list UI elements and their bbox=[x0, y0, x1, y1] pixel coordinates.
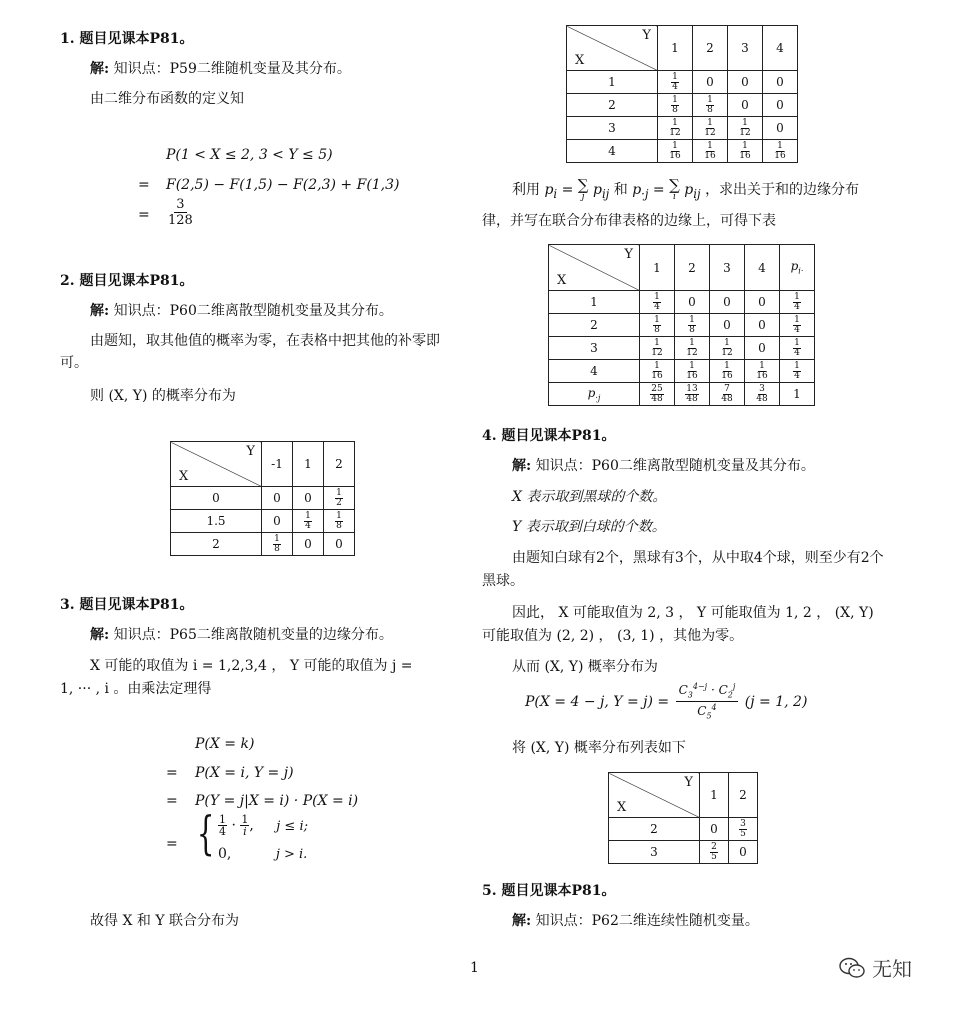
eq-sign: = bbox=[166, 765, 178, 781]
table-row bbox=[549, 337, 815, 360]
row-header: 4 bbox=[567, 140, 658, 163]
table-cell: 0 bbox=[729, 841, 758, 864]
table-cell: 0 bbox=[293, 533, 324, 556]
eq-sign: = bbox=[138, 177, 150, 193]
table-cell: $\frac{1}{4}$ bbox=[640, 291, 675, 314]
table-cell: $\frac{7}{48}$ bbox=[710, 383, 745, 406]
q4-formula: P(X = 4 − j, Y = j) = $\frac{C_3^{4-j} \cdot C_2^j}{C_5^4}$ (j = 1, 2) bbox=[525, 682, 808, 721]
table-cell: $\frac{1}{4}$ bbox=[293, 510, 324, 533]
table-cell: $\frac{1}{16}$ bbox=[745, 360, 780, 383]
table-cell: $\frac{1}{8}$ bbox=[262, 533, 293, 556]
table-cell: 0 bbox=[293, 487, 324, 510]
column-header: 1 bbox=[293, 442, 324, 487]
q5-solution: 解: 知识点：P62二维连续性随机变量。 bbox=[512, 913, 759, 929]
q3-eq1: P(X = k) bbox=[195, 736, 255, 752]
row-header: $p_{\cdot j}$ bbox=[549, 383, 640, 406]
table-cell: 0 bbox=[745, 291, 780, 314]
eq-sign: = bbox=[138, 207, 150, 223]
table-cell: $\frac{1}{16}$ bbox=[675, 360, 710, 383]
table-cell: $\frac{1}{16}$ bbox=[728, 140, 763, 163]
q4-line1: X 表示取到黑球的个数。 bbox=[512, 489, 667, 505]
column-header: 3 bbox=[710, 245, 745, 291]
q4-line3: 由题知白球有2个，黑球有3个，从中取4个球，则至少有2个 bbox=[512, 550, 884, 566]
table-corner: Y X bbox=[171, 442, 262, 487]
q1-heading: 1. 题目见课本P81。 bbox=[60, 31, 194, 47]
row-header: 1 bbox=[549, 291, 640, 314]
column-header: 1 bbox=[658, 26, 693, 71]
table-header-row bbox=[609, 773, 758, 818]
column-header: 1 bbox=[700, 773, 729, 818]
q1-eq3: $\frac{3}{128}$ bbox=[168, 197, 193, 228]
table-row bbox=[549, 314, 815, 337]
table-cell: 0 bbox=[728, 94, 763, 117]
table-cell: $\frac{1}{12}$ bbox=[640, 337, 675, 360]
table-row bbox=[549, 291, 815, 314]
column-header: 2 bbox=[324, 442, 355, 487]
row-header: 1.5 bbox=[171, 510, 262, 533]
table-cell: $\frac{1}{4}$ bbox=[780, 291, 815, 314]
table-cell: $\frac{1}{8}$ bbox=[658, 94, 693, 117]
q3-line2: 故得 X 和 Y 联合分布为 bbox=[90, 913, 240, 929]
column-header: 3 bbox=[728, 26, 763, 71]
q3-joint-table bbox=[566, 25, 798, 163]
q3-case1: $\frac{1}{4}$ · $\frac{1}{i}$ , j ≤ i; bbox=[219, 813, 308, 838]
table-cell: $\frac{1}{8}$ bbox=[640, 314, 675, 337]
q2-line1b: 可。 bbox=[60, 355, 88, 371]
q3-marginal-table bbox=[548, 244, 815, 406]
q3-eq2: P(X = i, Y = j) bbox=[195, 765, 294, 781]
table-cell: $\frac{1}{4}$ bbox=[780, 360, 815, 383]
row-header: 3 bbox=[609, 841, 700, 864]
column-header: $p_{i\cdot}$ bbox=[780, 245, 815, 291]
q4-heading: 4. 题目见课本P81。 bbox=[482, 428, 616, 444]
table-cell: $\frac{1}{4}$ bbox=[658, 71, 693, 94]
q4-line5: 从而 (X, Y) 概率分布为 bbox=[512, 659, 658, 675]
table-cell: $\frac{1}{4}$ bbox=[780, 314, 815, 337]
table-header-row bbox=[549, 245, 815, 291]
left-brace: { bbox=[196, 806, 215, 860]
table-row bbox=[567, 117, 798, 140]
q2-line2: 则 (X, Y) 的概率分布为 bbox=[90, 388, 236, 404]
table-cell: $\frac{13}{48}$ bbox=[675, 383, 710, 406]
table-header-row bbox=[171, 442, 355, 487]
q1-eq2: F(2,5) − F(1,5) − F(2,3) + F(1,3) bbox=[166, 177, 400, 193]
table-cell: $\frac{1}{8}$ bbox=[675, 314, 710, 337]
table-corner: Y X bbox=[567, 26, 658, 71]
table-cell: $\frac{1}{12}$ bbox=[710, 337, 745, 360]
wechat-icon bbox=[838, 956, 866, 980]
table-cell: 0 bbox=[262, 487, 293, 510]
table-cell: 0 bbox=[763, 117, 798, 140]
q3-solution: 解: 知识点：P65二维离散随机变量的边缘分布。 bbox=[90, 627, 393, 643]
page-number: 1 bbox=[470, 960, 479, 976]
table-cell: $\frac{25}{48}$ bbox=[640, 383, 675, 406]
q2-line1: 由题知，取其他值的概率为零，在表格中把其他的补零即 bbox=[90, 333, 440, 349]
table-row bbox=[549, 383, 815, 406]
q3-eq3: P(Y = j|X = i) · P(X = i) bbox=[195, 793, 359, 809]
q5-heading: 5. 题目见课本P81。 bbox=[482, 883, 616, 899]
table-cell: 0 bbox=[675, 291, 710, 314]
table-cell: 0 bbox=[728, 71, 763, 94]
table-cell: $\frac{1}{16}$ bbox=[693, 140, 728, 163]
q2-distribution-table bbox=[170, 441, 355, 556]
table-row bbox=[549, 360, 815, 383]
table-cell: $\frac{1}{16}$ bbox=[763, 140, 798, 163]
q4-line4: 因此， X 可能取值为 2, 3 ， Y 可能取值为 1, 2 ， (X, Y) bbox=[512, 605, 874, 621]
column-header: 2 bbox=[675, 245, 710, 291]
table-row bbox=[609, 818, 758, 841]
q1-solution: 解: 知识点：P59二维随机变量及其分布。 bbox=[90, 61, 351, 77]
eq-sign: = bbox=[166, 793, 178, 809]
q1-eq1: P(1 < X ≤ 2, 3 < Y ≤ 5) bbox=[166, 147, 333, 163]
row-header: 2 bbox=[567, 94, 658, 117]
q3-line1b: 1, ··· , i 。由乘法定理得 bbox=[60, 681, 212, 697]
row-header: 2 bbox=[171, 533, 262, 556]
table-cell: $\frac{1}{12}$ bbox=[728, 117, 763, 140]
column-header: -1 bbox=[262, 442, 293, 487]
row-header: 4 bbox=[549, 360, 640, 383]
q4-line3b: 黑球。 bbox=[482, 573, 524, 589]
table-cell: 0 bbox=[763, 94, 798, 117]
table-cell: $\frac{3}{48}$ bbox=[745, 383, 780, 406]
table-cell: $\frac{1}{8}$ bbox=[693, 94, 728, 117]
q1-line: 由二维分布函数的定义知 bbox=[90, 91, 244, 107]
table-cell: $\frac{1}{2}$ bbox=[324, 487, 355, 510]
table-cell: 0 bbox=[693, 71, 728, 94]
table-cell: $\frac{1}{12}$ bbox=[658, 117, 693, 140]
table-cell: $\frac{1}{4}$ bbox=[780, 337, 815, 360]
table-row bbox=[171, 510, 355, 533]
row-header: 1 bbox=[567, 71, 658, 94]
q3-heading: 3. 题目见课本P81。 bbox=[60, 597, 194, 613]
q3-line3d: 律，并写在联合分布律表格的边缘上，可得下表 bbox=[482, 213, 776, 229]
row-header: 0 bbox=[171, 487, 262, 510]
table-cell: $\frac{1}{12}$ bbox=[693, 117, 728, 140]
table-cell: 0 bbox=[745, 314, 780, 337]
table-cell: $\frac{1}{12}$ bbox=[675, 337, 710, 360]
table-corner: Y X bbox=[609, 773, 700, 818]
table-cell: $\frac{1}{16}$ bbox=[640, 360, 675, 383]
table-cell: 0 bbox=[710, 314, 745, 337]
q4-line4b: 可能取值为 (2, 2) ， (3, 1) ，其他为零。 bbox=[482, 628, 744, 644]
q3-line3: 利用 $p_i$ = ∑ j $p_{ij}$ 和 $p_{\cdot j}$ = ∑ i $p_{ij}$ ，求出关于和的边缘分布 bbox=[512, 176, 860, 202]
table-cell: 0 bbox=[700, 818, 729, 841]
q2-solution: 解: 知识点：P60二维离散型随机变量及其分布。 bbox=[90, 303, 393, 319]
q4-solution: 解: 知识点：P60二维离散型随机变量及其分布。 bbox=[512, 458, 815, 474]
column-header: 2 bbox=[693, 26, 728, 71]
row-header: 3 bbox=[549, 337, 640, 360]
table-row bbox=[567, 140, 798, 163]
eq-sign: = bbox=[166, 836, 178, 852]
q4-distribution-table bbox=[608, 772, 758, 864]
table-row bbox=[171, 533, 355, 556]
q2-heading: 2. 题目见课本P81。 bbox=[60, 273, 194, 289]
row-header: 3 bbox=[567, 117, 658, 140]
table-row bbox=[567, 94, 798, 117]
q4-line6: 将 (X, Y) 概率分布列表如下 bbox=[512, 740, 686, 756]
table-cell: $\frac{2}{5}$ bbox=[700, 841, 729, 864]
column-header: 4 bbox=[763, 26, 798, 71]
watermark: 无知 bbox=[838, 953, 912, 982]
table-row bbox=[609, 841, 758, 864]
table-cell: 0 bbox=[262, 510, 293, 533]
table-row bbox=[171, 487, 355, 510]
column-header: 2 bbox=[729, 773, 758, 818]
table-row bbox=[567, 71, 798, 94]
table-cell: $\frac{1}{8}$ bbox=[324, 510, 355, 533]
table-corner: Y X bbox=[549, 245, 640, 291]
table-header-row bbox=[567, 26, 798, 71]
table-cell: $\frac{3}{5}$ bbox=[729, 818, 758, 841]
q3-line1: X 可能的取值为 i = 1,2,3,4 ， Y 可能的取值为 j = bbox=[90, 658, 413, 674]
q4-line2: Y 表示取到白球的个数。 bbox=[512, 519, 666, 535]
table-cell: 0 bbox=[710, 291, 745, 314]
q3-case2: 0, j > i. bbox=[218, 846, 308, 862]
column-header: 4 bbox=[745, 245, 780, 291]
table-cell: $\frac{1}{16}$ bbox=[710, 360, 745, 383]
column-header: 1 bbox=[640, 245, 675, 291]
table-cell: 0 bbox=[763, 71, 798, 94]
table-cell: 1 bbox=[780, 383, 815, 406]
row-header: 2 bbox=[549, 314, 640, 337]
row-header: 2 bbox=[609, 818, 700, 841]
table-cell: 0 bbox=[324, 533, 355, 556]
table-cell: $\frac{1}{16}$ bbox=[658, 140, 693, 163]
table-cell: 0 bbox=[745, 337, 780, 360]
